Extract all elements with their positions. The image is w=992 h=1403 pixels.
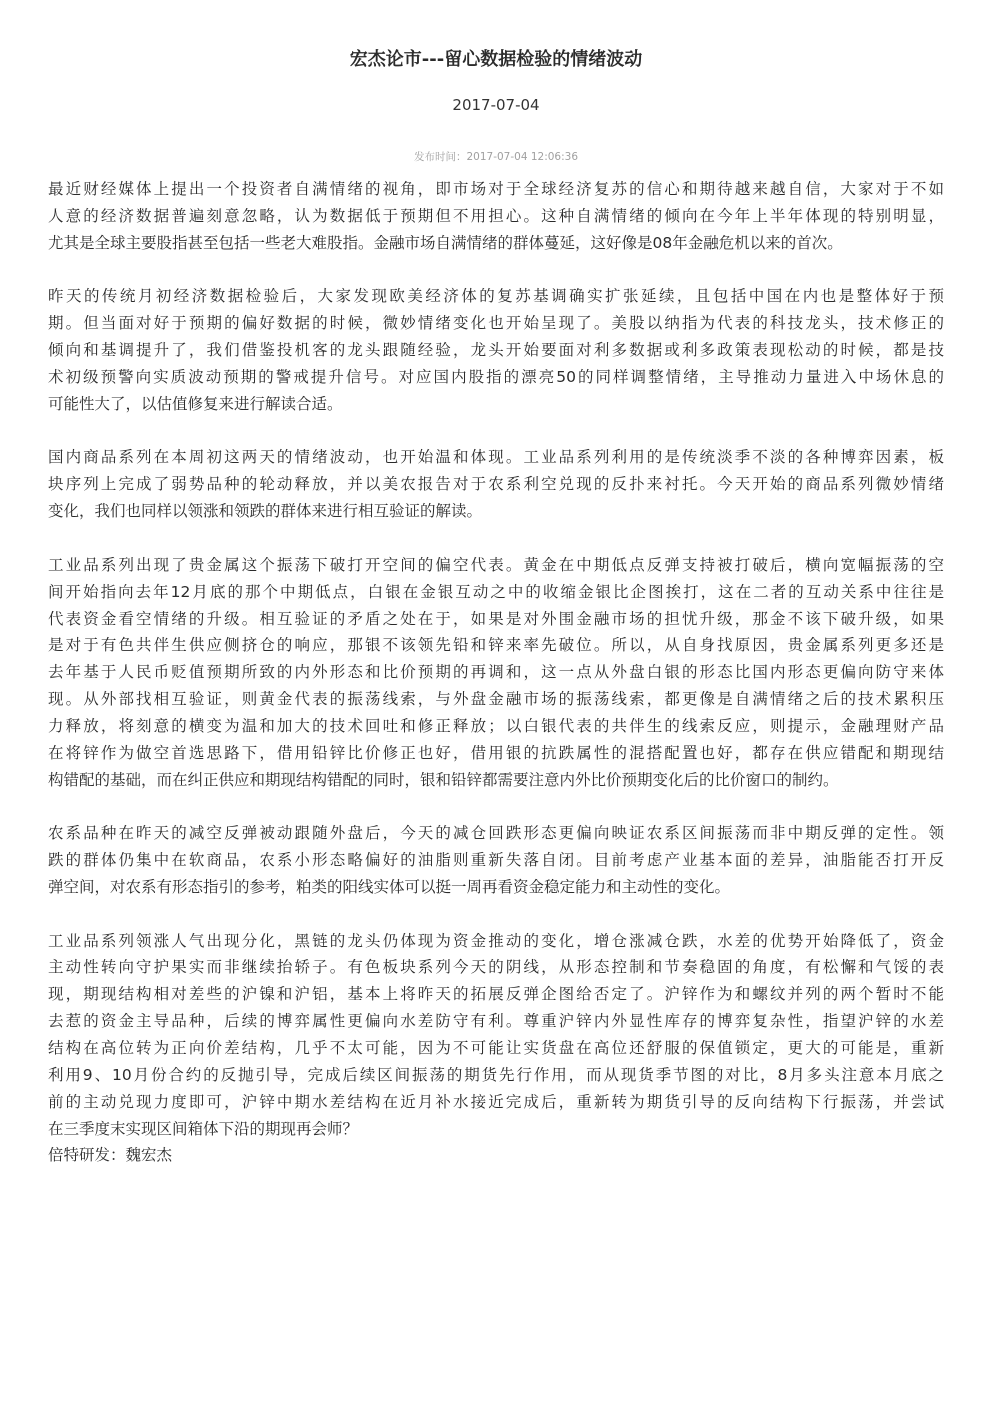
text-line: 跌的群体仍集中在软商品，农系小形态略偏好的油脂则重新失落自闭。目前考虑产业基本面的差异，油脂能否打开反 [48, 851, 944, 870]
article-date: 2017-07-04 [452, 96, 540, 114]
text-line: 利用9、10月份合约的反抛引导，完成后续区间振荡的期货先行作用，而从现货季节图的对比，8月多头注意本月底之 [48, 1065, 944, 1084]
text-line: 人意的经济数据普遍刻意忽略，认为数据低于预期但不用担心。这种自满情绪的倾向在今年上半年体现的特别明显， [48, 206, 944, 225]
text-line: 现，期现结构相对差些的沪镍和沪铝，基本上将昨天的拓展反弹企图给否定了。沪锌作为和螺纹并列的两个暂时不能 [48, 985, 944, 1004]
text-line: 倾向和基调提升了，我们借鉴投机客的龙头跟随经验，龙头开始要面对利多数据或利多政策表现松动的时候，都是技 [48, 341, 944, 360]
article-paragraph [48, 176, 944, 257]
text-line: 在三季度末实现区间箱体下沿的期现再会师？ [48, 1119, 359, 1138]
text-line: 昨天的传统月初经济数据检验后，大家发现欧美经济体的复苏基调确实扩张延续，且包括中国在内也是整体好于预 [48, 287, 944, 306]
text-line: 块序列上完成了弱势品种的轮动释放，并以美农报告对于农系利空兑现的反扑来衬托。今天开始的商品系列微妙情绪 [48, 475, 944, 494]
text-line: 是对于有色共伴生供应侧挤仓的响应，那银不该领先铅和锌来率先破位。所以，从自身找原因，贵金属系列更多还是 [48, 636, 944, 655]
text-line: 现。从外部找相互验证，则黄金代表的振荡线索，与外盘金融市场的振荡线索，都更像是自满情绪之后的技术累积压 [48, 690, 944, 709]
text-line: 工业品系列领涨人气出现分化，黑链的龙头仍体现为资金推动的变化，增仓涨减仓跌，水差的优势开始降低了，资金 [48, 931, 944, 950]
text-line: 尤其是全球主要股指甚至包括一些老大难股指。金融市场自满情绪的群体蔓延，这好像是08年金融危机以来的首次。 [48, 233, 843, 252]
article-title: 宏杰论市---留心数据检验的情绪波动 [349, 49, 643, 70]
text-line: 变化，我们也同样以领涨和领跌的群体来进行相互验证的解读。 [48, 502, 483, 521]
text-line: 前的主动兑现力度即可，沪锌中期水差结构在近月补水接近完成后，重新转为期货引导的反向结构下行振荡，并尝试 [48, 1092, 944, 1111]
article-paragraph [48, 552, 944, 794]
text-line: 农系品种在昨天的减空反弹被动跟随外盘后，今天的减仓回跌形态更偏向映证农系区间振荡而非中期反弹的定性。领 [48, 824, 944, 843]
text-line: 间开始指向去年12月底的那个中期低点，白银在金银互动之中的收缩金银比企图挨打，这在二者的互动关系中往往是 [48, 582, 944, 601]
text-line: 弹空间，对农系有形态指引的参考，粕类的阳线实体可以挺一周再看资金稳定能力和主动性的变化。 [48, 877, 731, 896]
text-line: 在将锌作为做空首选思路下，借用铅锌比价修正也好，借用银的抗跌属性的混搭配置也好，都存在供应错配和期现结 [48, 743, 944, 762]
text-line: 主动性转向守护果实而非继续抬轿子。有色板块系列今天的阴线，从形态控制和节奏稳固的角度，有松懈和气馁的表 [48, 958, 944, 977]
article-paragraph [48, 444, 944, 525]
text-line: 代表资金看空情绪的升级。相互验证的矛盾之处在于，如果是对外围金融市场的担忧升级，那金不该下破升级，如果 [48, 609, 944, 628]
article-body [48, 176, 944, 1169]
text-line: 期。但当面对好于预期的偏好数据的时候，微妙情绪变化也开始呈现了。美股以纳指为代表的科技龙头，技术修正的 [48, 314, 944, 333]
text-line: 构错配的基础，而在纠正供应和期现结构错配的同时，银和铅锌都需要注意内外比价预期变化后的比价窗口的制约。 [48, 770, 839, 789]
article-paragraph [48, 820, 944, 901]
text-line: 工业品系列出现了贵金属这个振荡下破打开空间的偏空代表。黄金在中期低点反弹支持被打破后，横向宽幅振荡的空 [48, 555, 944, 574]
text-line: 最近财经媒体上提出一个投资者自满情绪的视角，即市场对于全球经济复苏的信心和期待越来越自信，大家对于不如 [48, 180, 944, 198]
text-line: 去惹的资金主导品种，后续的博弈属性更偏向水差防守有利。尊重沪锌内外显性库存的博弈复杂性，指望沪锌的水差 [48, 1012, 944, 1031]
publish-time-value: 2017-07-04 12:06:36 [466, 151, 579, 163]
article-paragraph [48, 283, 944, 417]
text-line: 术初级预警向实质波动预期的警戒提升信号。对应国内股指的漂亮50的同样调整情绪，主导推动力量进入中场休息的 [48, 367, 944, 386]
text-line: 国内商品系列在本周初这两天的情绪波动，也开始温和体现。工业品系列利用的是传统淡季不淡的各种博弈因素，板 [48, 448, 944, 467]
publish-time-label: 发布时间： [413, 151, 467, 163]
text-line: 力释放，将刻意的横变为温和加大的技术回吐和修正释放；以白银代表的共伴生的线索反应，则提示，金融理财产品 [48, 716, 944, 735]
publish-time [0, 149, 992, 165]
text-line: 结构在高位转为正向价差结构，几乎不太可能，因为不可能让实货盘在高位还舒服的保值锁定，更大的可能是，重新 [48, 1039, 944, 1057]
text-line: 去年基于人民币贬值预期所致的内外形态和比价预期的再调和，这一点从外盘白银的形态比国内形态更偏向防守来体 [48, 663, 944, 682]
text-line: 可能性大了，以估值修复来进行解读合适。 [48, 394, 343, 413]
article-paragraph [48, 928, 944, 1143]
author-signature: 倍特研发：魏宏杰 [48, 1146, 173, 1165]
